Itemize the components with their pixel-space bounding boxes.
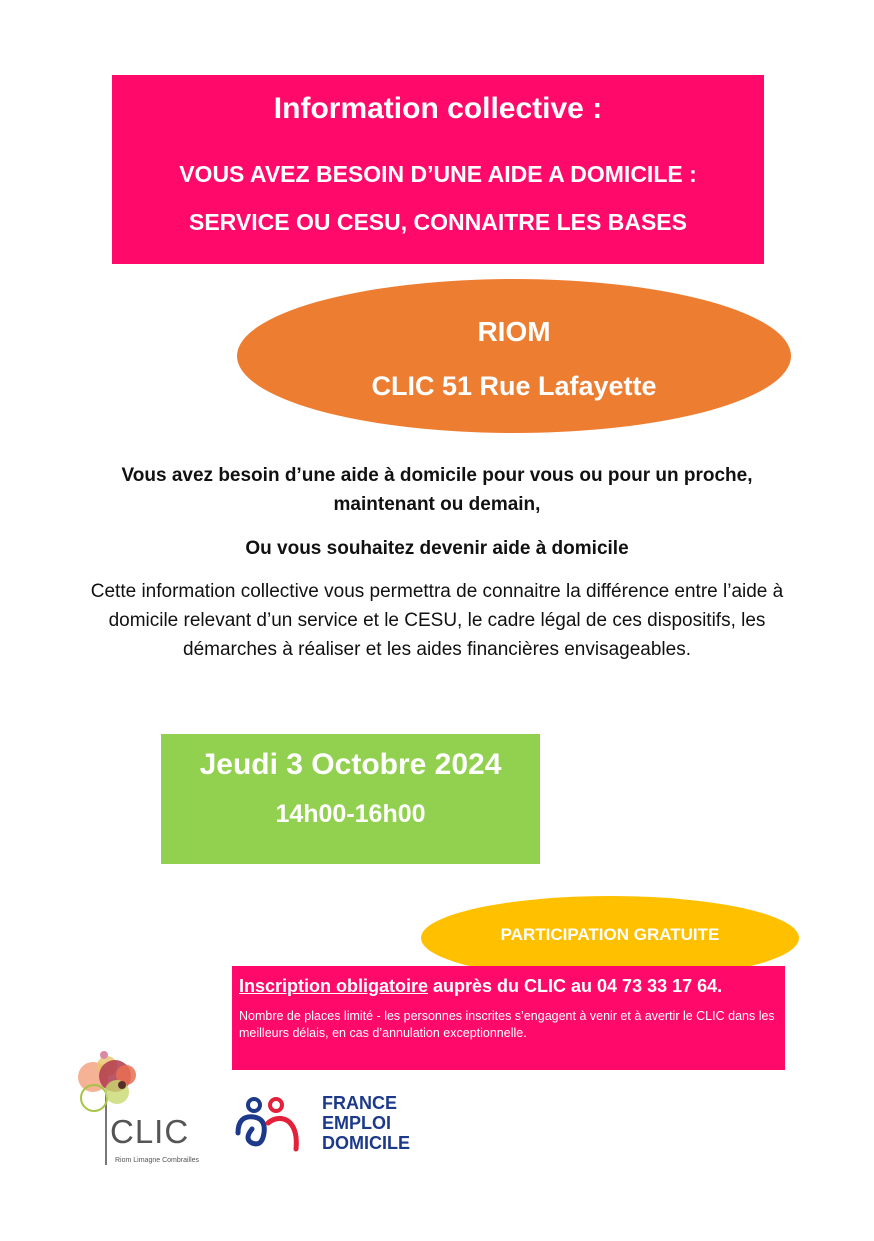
title-subtitle-line1: VOUS AVEZ BESOIN D’UNE AIDE A DOMICILE : [179,161,697,187]
title-banner [112,75,764,264]
fed-logo-icon [232,1093,304,1153]
title-subtitle-line2: SERVICE OU CESU, CONNAITRE LES BASES [189,209,687,235]
registration-contact: auprès du CLIC au 04 73 33 17 64. [428,976,723,996]
participation-label: PARTICIPATION GRATUITE [500,925,720,944]
clic-logo-text: CLIC [110,1113,190,1150]
clic-logo-subtitle: Riom Limagne Combrailles [115,1157,200,1164]
intro-paragraph-1: Vous avez besoin d’une aide à domicile pour vous ou pour un proche, maintenant ou demain, [121,465,753,515]
fed-line-3: DOMICILE [322,1133,410,1153]
clic-logo-icon [70,1050,205,1170]
fed-line-1: FRANCE [322,1093,397,1113]
description-paragraph: Cette information collective vous permettra de connaitre la différence entre l’aide à domicile relevant d’un service et le CESU, le cadre légal de ces dispositifs, les démarches à réaliser et les aides financières envisageables. [90,581,784,660]
fed-logo-text [322,1093,410,1153]
registration-note: Nombre de places limité - les personnes inscrites s’engagent à venir et à avertir le CLIC dans les meilleurs délais, en cas d’annulation exceptionnelle. [239,1009,775,1040]
registration-label: Inscription obligatoire [239,976,429,996]
registration-line [239,974,777,998]
location-address: CLIC 51 Rue Lafayette [371,371,657,401]
registration-box [232,966,785,1070]
intro-paragraph-2: Ou vous souhaitez devenir aide à domicile [245,538,629,559]
title-heading: Information collective : [273,92,603,125]
event-date: Jeudi 3 Octobre 2024 [199,748,502,781]
event-time: 14h00-16h00 [275,800,426,828]
location-city: RIOM [477,316,551,347]
date-box [161,734,540,864]
location-ellipse [237,279,791,433]
fed-line-2: EMPLOI [322,1113,392,1133]
